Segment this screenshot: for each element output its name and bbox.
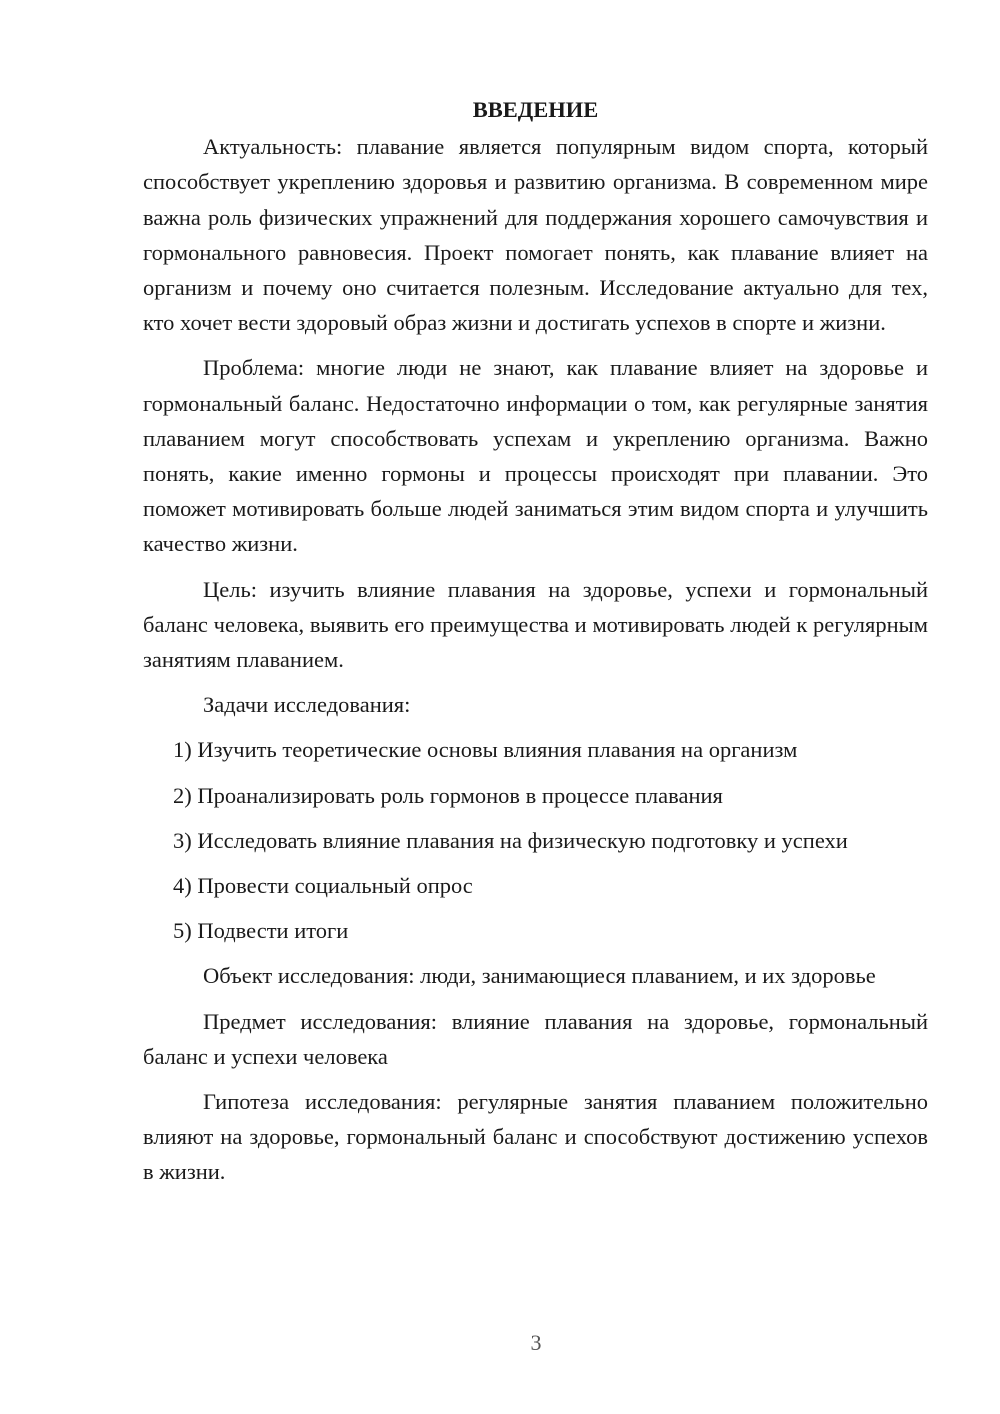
page-content: [143, 92, 928, 1200]
list-item: 3) Исследовать влияние плавания на физическую подготовку и успехи: [173, 827, 848, 853]
list-item: 5) Подвести итоги: [173, 918, 349, 944]
object-paragraph: Объект исследования: люди, занимающиеся плаванием, и их здоровье: [203, 963, 876, 989]
list-item: 2) Проанализировать роль гормонов в процессе плавания: [173, 782, 723, 808]
hypothesis-paragraph: Гипотеза исследования: регулярные занятия плаванием положительно влияют на здоровье, гормональный баланс и способствуют достижению успехов в жизни.: [143, 1089, 928, 1185]
list-item: 4) Провести социальный опрос: [173, 873, 473, 899]
page-number: 3: [530, 1330, 542, 1355]
task-list: [143, 732, 928, 948]
subject-paragraph: Предмет исследования: влияние плавания на здоровье, гормональный баланс и успехи человека: [143, 1008, 928, 1069]
goal-paragraph: Цель: изучить влияние плавания на здоровье, успехи и гормональный баланс человека, выявить его преимущества и мотивировать людей к регулярным занятиям плаванием.: [143, 576, 928, 673]
tasks-heading: Задачи исследования:: [203, 692, 411, 718]
page-title: ВВЕДЕНИЕ: [472, 97, 599, 122]
problem-paragraph: Проблема: многие люди не знают, как плавание влияет на здоровье и гормональный баланс. Недостаточно информации о том, как регулярные занятия плаванием могут способствовать успехам и укреплению организма. Важно понять, какие именно гормоны и процессы происходят при плавании. Это поможет мотивировать больше людей заниматься этим видом спорта и улучшить качество жизни.: [143, 355, 928, 557]
relevance-paragraph: Актуальность: плавание является популярным видом спорта, который способствует укреплению здоровья и развитию организма. В современном мире важна роль физических упражнений для поддержания хорошего самочувствия и гормонального равновесия. Проект помогает понять, как плавание влияет на организм и почему оно считается полезным. Исследование актуально для тех, кто хочет вести здоровый образ жизни и достигать успехов в спорте и жизни.: [143, 134, 928, 336]
list-item: 1) Изучить теоретические основы влияния плавания на организм: [173, 737, 798, 763]
